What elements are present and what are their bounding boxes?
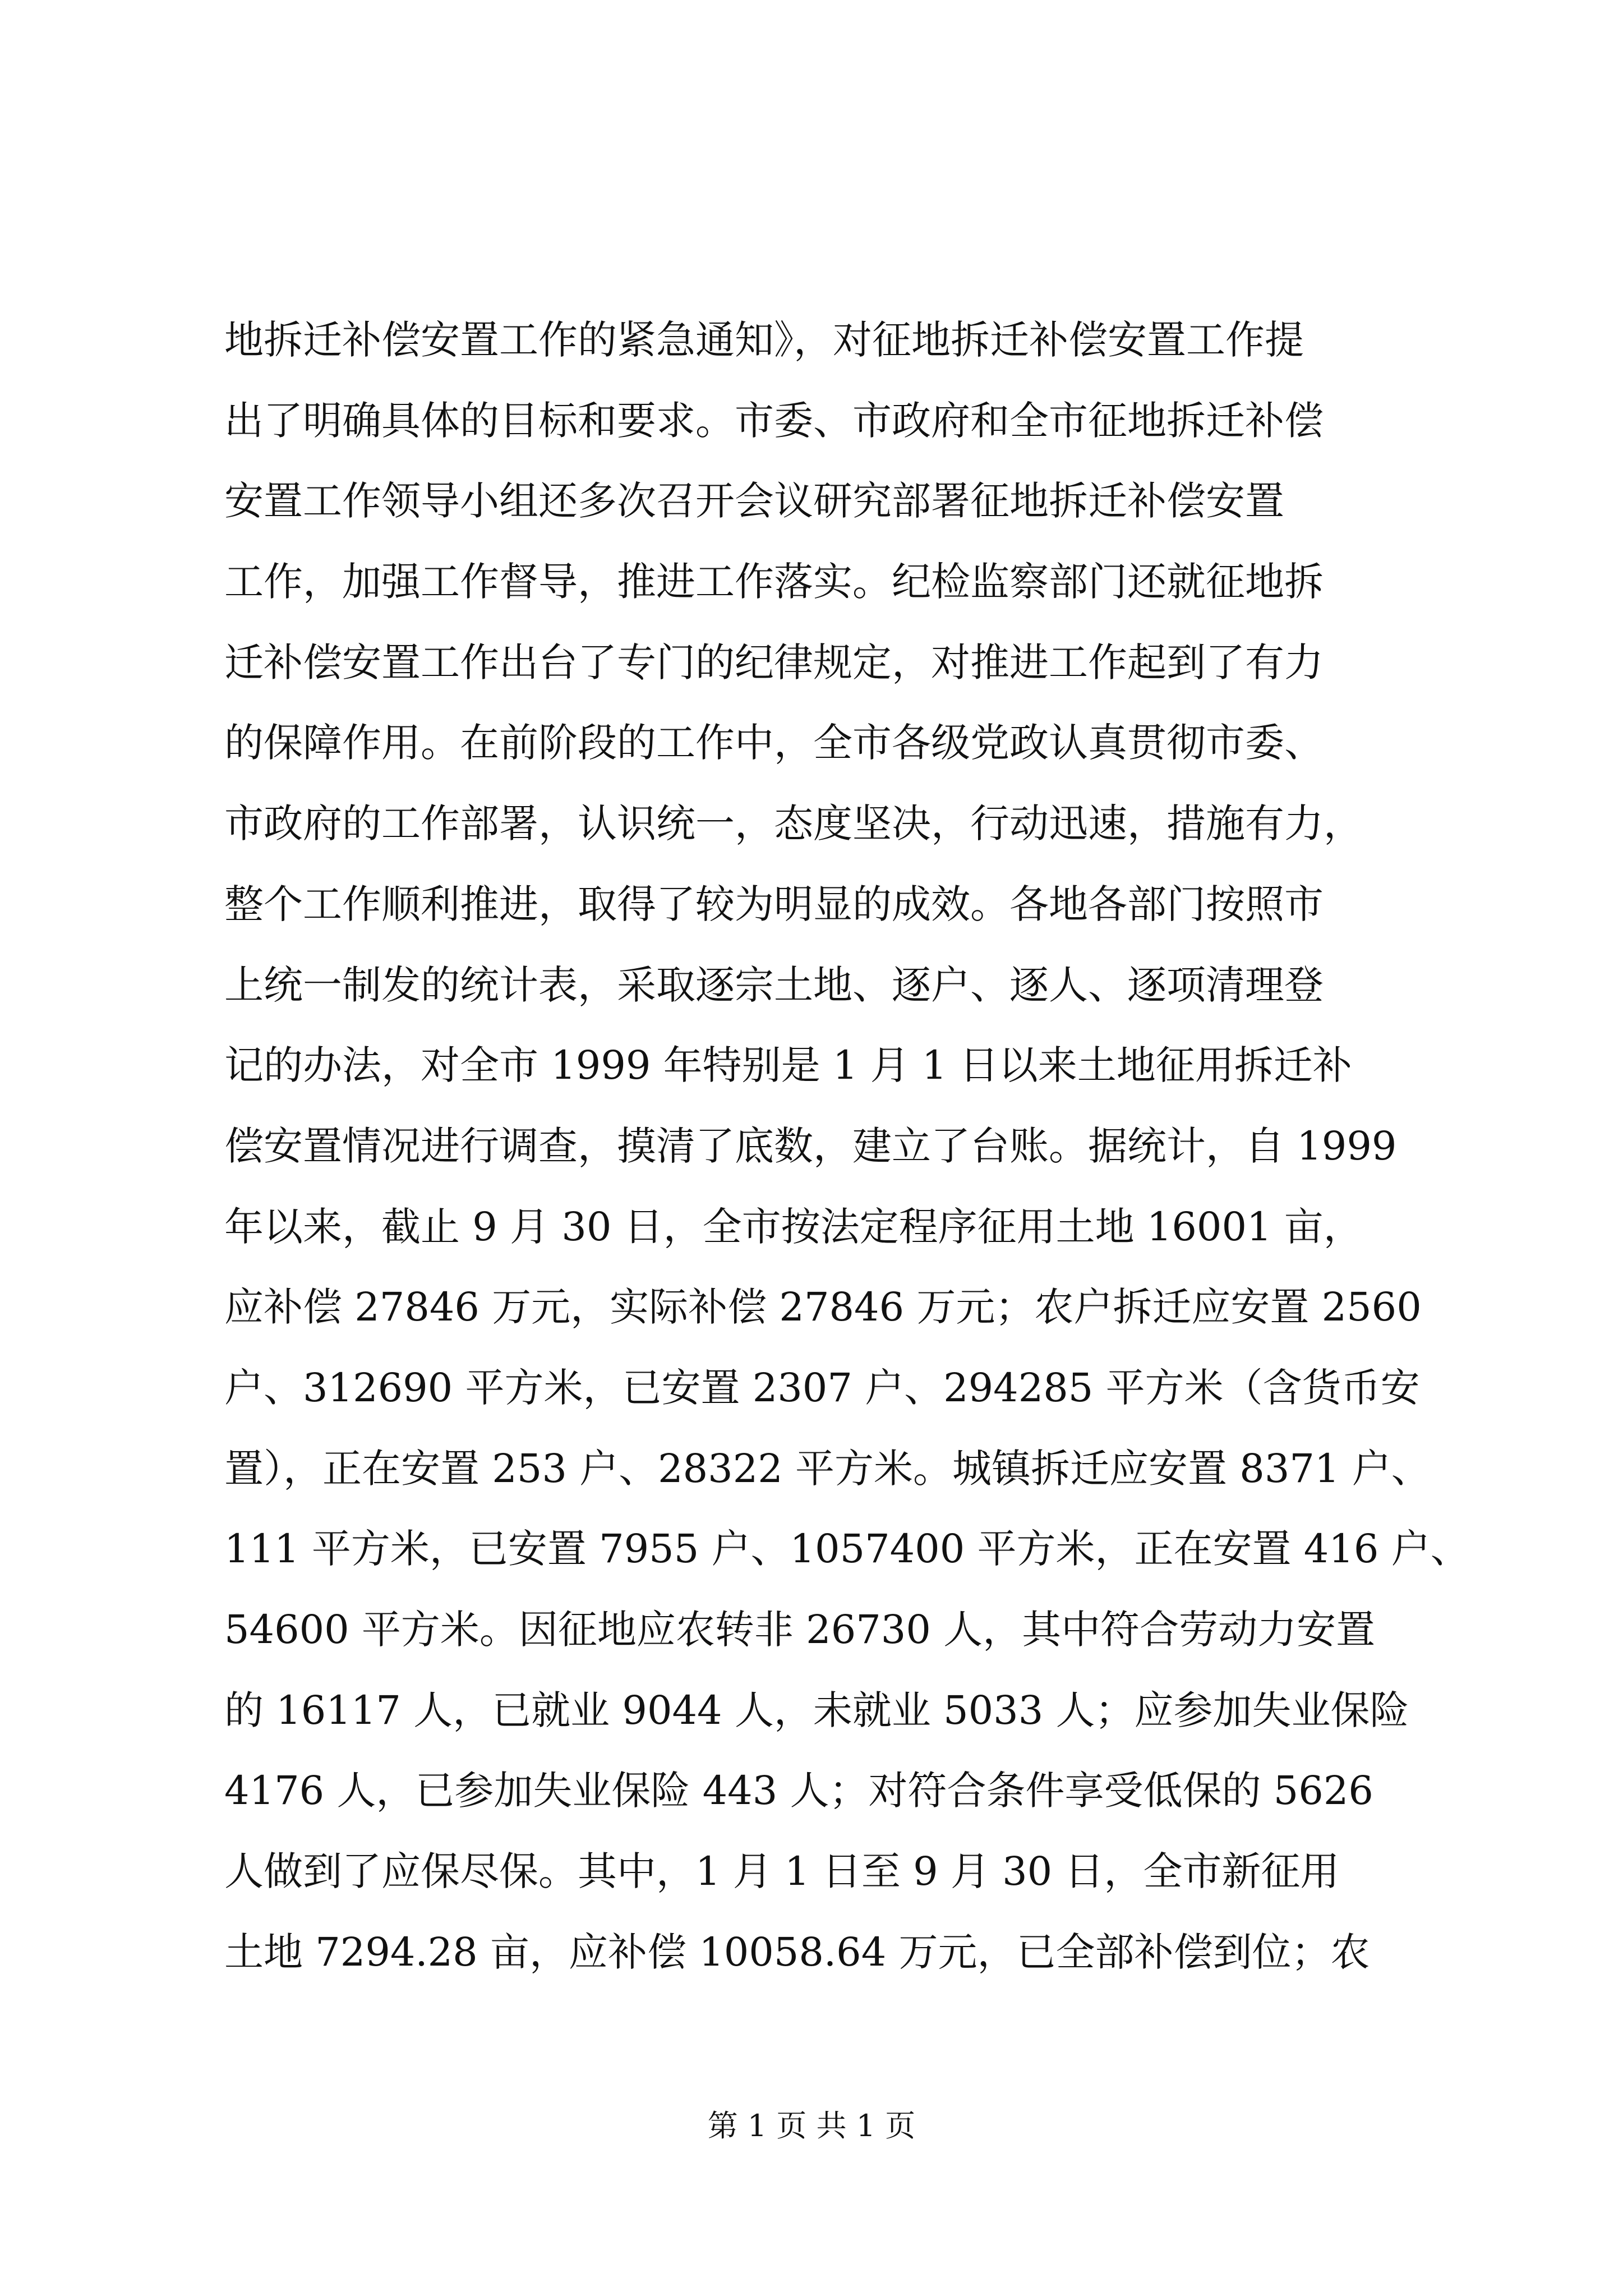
text-line-11: 偿安置情况进行调查，摸清了底数，建立了台账。据统计，自 1999	[224, 1122, 1397, 1169]
text-line-18: 的 16117 人，已就业 9044 人，未就业 5033 人；应参加失业保险	[224, 1687, 1409, 1733]
body-paragraph	[224, 300, 1470, 1993]
text-line-9: 上统一制发的统计表，采取逐宗土地、逐户、逐人、逐项清理登	[224, 961, 1324, 1008]
text-line-2: 出了明确具体的目标和要求。市委、市政府和全市征地拆迁补偿	[224, 397, 1324, 444]
text-line-21: 土地 7294.28 亩，应补偿 10058.64 万元，已全部补偿到位；农	[224, 1929, 1370, 1975]
text-line-17: 54600 平方米。因征地应农转非 26730 人，其中符合劳动力安置	[224, 1607, 1376, 1653]
text-line-8: 整个工作顺利推进，取得了较为明显的成效。各地各部门按照市	[224, 881, 1324, 927]
text-line-10: 记的办法，对全市 1999 年特别是 1 月 1 日以来土地征用拆迁补	[224, 1042, 1352, 1089]
text-line-1: 地拆迁补偿安置工作的紧急通知》，对征地拆迁补偿安置工作提	[224, 317, 1304, 363]
text-line-3: 安置工作领导小组还多次召开会议研究部署征地拆迁补偿安置	[224, 478, 1284, 524]
text-line-14: 户、312690 平方米，已安置 2307 户、294285 平方米（含货币安	[224, 1364, 1420, 1411]
text-line-19: 4176 人，已参加失业保险 443 人；对符合条件享受低保的 5626	[224, 1768, 1373, 1814]
page-number-footer: 第 1 页 共 1 页	[707, 2108, 916, 2143]
text-line-4: 工作，加强工作督导，推进工作落实。纪检监察部门还就征地拆	[224, 559, 1324, 605]
text-line-16: 111 平方米，已安置 7955 户、1057400 平方米，正在安置 416 户、	[224, 1526, 1470, 1572]
text-line-20: 人做到了应保尽保。其中，1 月 1 日至 9 月 30 日，全市新征用	[224, 1848, 1340, 1895]
text-line-12: 年以来，截止 9 月 30 日，全市按法定程序征用土地 16001 亩，	[224, 1203, 1363, 1250]
text-line-6: 的保障作用。在前阶段的工作中，全市各级党政认真贯彻市委、	[224, 720, 1324, 766]
text-line-15: 置），正在安置 253 户、28322 平方米。城镇拆迁应安置 8371 户、	[224, 1445, 1431, 1492]
text-line-7: 市政府的工作部署，认识统一，态度坚决，行动迅速，措施有力，	[224, 800, 1363, 847]
text-line-5: 迁补偿安置工作出台了专门的纪律规定，对推进工作起到了有力	[224, 639, 1324, 685]
text-line-13: 应补偿 27846 万元，实际补偿 27846 万元；农户拆迁应安置 2560	[224, 1284, 1422, 1331]
